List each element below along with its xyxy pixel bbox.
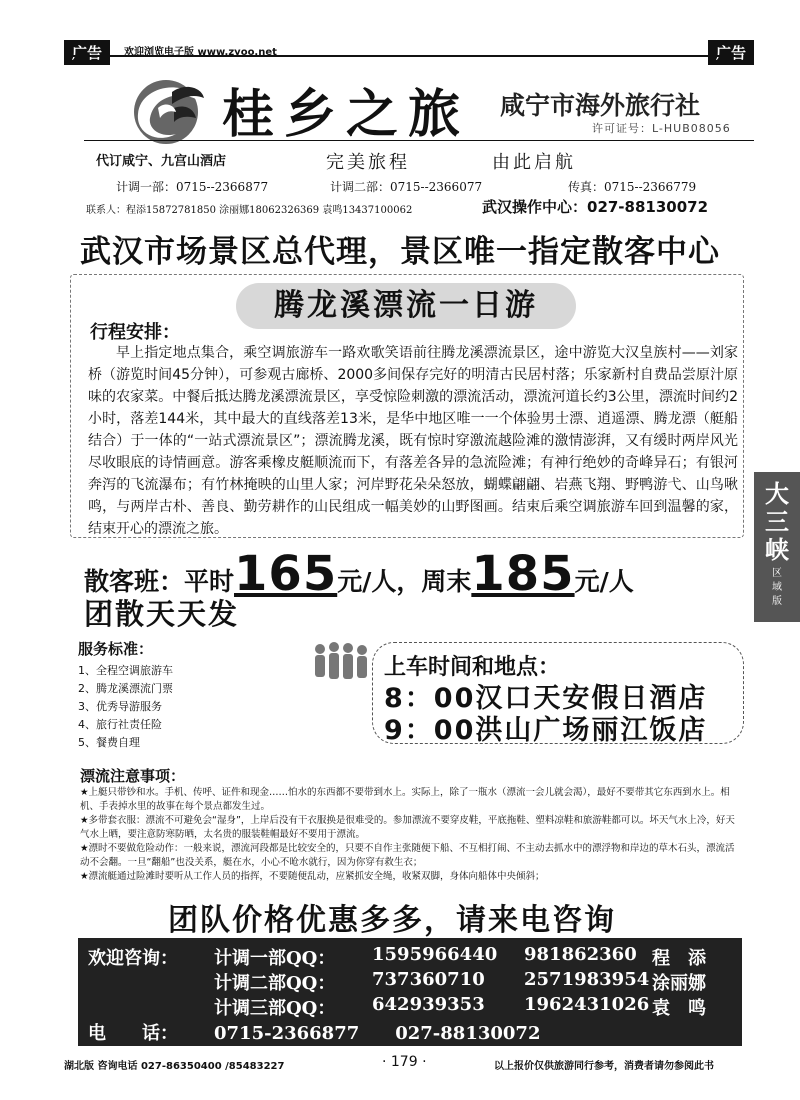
contact-name: 涂丽娜 <box>652 973 706 994</box>
swirl-leaf-logo-icon <box>128 74 212 146</box>
qq-number: 1595966440 <box>372 944 498 965</box>
page-number: · 179 · <box>382 1054 427 1070</box>
note-item: ★多带套衣服：漂流不可避免会“湿身”，上岸后没有干衣服换是很难受的。参加漂流不要穿皮鞋，平底拖鞋、塑料凉鞋和旅游鞋都可以。坏天气水上冷，好天气水上晒，要注意防寒防晒，太名贵的服装鞋帽最好不要用于漂流。 <box>80 815 735 840</box>
slogan-part-b: 由此启航 <box>492 152 576 173</box>
people-group-icon <box>312 640 374 686</box>
qq-number: 737360710 <box>372 969 485 990</box>
header-divider <box>84 140 754 141</box>
tour-name-pill: 腾龙溪漂流一日游 <box>236 283 576 329</box>
region-side-tab <box>754 472 800 622</box>
hotel-booking-text: 代订咸宁、九宫山酒店 <box>96 154 227 169</box>
service-item: 2、腾龙溪漂流门票 <box>78 682 173 695</box>
contact-name: 袁 鸣 <box>652 998 706 1019</box>
phone-label: 电 话： <box>88 1023 178 1044</box>
qq-dept: 计调二部QQ： <box>214 973 336 994</box>
note-item: ★漂流艇通过险滩时要听从工作人员的指挥，不要随便乱动，应紧抓安全绳，收紧双脚，身体向船体中央倾斜； <box>80 871 545 882</box>
service-item: 1、全程空调旅游车 <box>78 664 173 677</box>
qq-number: 642939353 <box>372 994 485 1015</box>
contact-name: 程 添 <box>652 948 706 969</box>
footer-left: 湖北版 咨询电话 027-86350400 /85483227 <box>64 1061 285 1072</box>
service-title: 服务标准： <box>78 640 154 658</box>
contact-persons: 联系人：程添15872781850 涂丽娜18062326369 袁鸣13437100062 <box>86 205 413 216</box>
ad-tag-left: 广告 <box>64 40 110 65</box>
consult-welcome: 欢迎咨询： <box>88 948 178 969</box>
weekend-price: 185 <box>471 546 575 602</box>
tel-dept-1: 计调一部：0715--2366877 <box>116 180 269 194</box>
weekday-price: 165 <box>234 546 338 602</box>
qq-dept: 计调一部QQ： <box>214 948 336 969</box>
daily-departure: 团散天天发 <box>84 597 240 631</box>
main-headline: 武汉市场景区总代理，景区唯一指定散客中心 <box>80 234 720 270</box>
qq-dept: 计调三部QQ： <box>214 998 336 1019</box>
agency-name: 咸宁市海外旅行社 <box>500 91 701 120</box>
price-unit-weekday: 元/人，周末 <box>337 567 472 596</box>
note-item: ★漂时不要做危险动作：一般来说，漂流河段都是比较安全的，只要不自作主张随便下船、不互相打闹、不主动去抓水中的漂浮物和岸边的草木石头，漂流活动不会翻。一旦“翻船”也没关系，艇在水，小心不呛水就行，因为你穿有救生衣； <box>80 843 735 868</box>
service-item: 4、旅行社责任险 <box>78 718 162 731</box>
service-item: 5、餐费自理 <box>78 736 140 749</box>
side-tab-subtitle: 区域版 <box>772 568 782 607</box>
welcome-text: 欢迎浏览电子版 www.zyoo.net <box>124 47 277 58</box>
pickup-line-2: 9：00洪山广场丽江饭店 <box>384 715 708 746</box>
price-label: 散客班：平时 <box>84 567 235 596</box>
note-item: ★上艇只带钞和水。手机、传呼、证件和现金……怕水的东西都不要带到水上。实际上，除了一瓶水（漂流一会儿就会渴），最好不要带其它东西到水上。相机、手表掉水里的故事在每个景点都发生过。 <box>80 787 730 812</box>
qq-number: 981862360 <box>524 944 637 965</box>
top-divider <box>64 55 736 57</box>
slogan-part-a: 完美旅程 <box>326 152 410 173</box>
ad-tag-right: 广告 <box>708 40 754 65</box>
qq-number: 2571983954 <box>524 969 650 990</box>
service-item: 3、优秀导游服务 <box>78 700 162 713</box>
itinerary-title: 行程安排： <box>90 322 180 343</box>
itinerary-body: 早上指定地点集合，乘空调旅游车一路欢歌笑语前往腾龙溪漂流景区，途中游览大汉皇族村——刘家桥（游览时间45分钟），可参观古廊桥、2000多间保存完好的明清古民居村落；乐家新村自费品尝原汁原味的农家菜。中餐后抵达腾龙溪漂流景区，享受惊险刺激的漂流活动，漂流河道长约3公里，漂流时间约2小时，落差144米，其中最大的直线落差13米，是华中地区唯一一个体验男士漂、逍遥漂、腾龙漂（艇船结合）于一体的“一站式漂流景区”；漂流腾龙溪，既有惊时穿激流越险滩的激情澎湃，又有缓时两岸风光尽收眼底的诗情画意。游客乘橡皮艇顺流而下，有落差各异的急流险滩；有神行绝妙的奇峰异石；有银河奔泻的飞流瀑布；有竹林掩映的山里人家；河岸野花朵朵怒放，蝴蝶翩翩、岩燕飞翔、野鸭游弋、山鸟啾鸣，与两岸古朴、善良、勤劳耕作的山民组成一幅美妙的山野图画。结束后乘空调旅游车回到温馨的家，结束开心的漂流之旅。 <box>88 345 738 537</box>
pickup-title: 上车时间和地点： <box>384 655 561 680</box>
pickup-line-1: 8：00汉口天安假日酒店 <box>384 683 708 714</box>
notes-list <box>80 786 740 884</box>
wuhan-center-phone: 武汉操作中心：027-88130072 <box>482 198 709 216</box>
brand-title: 桂乡之旅 <box>222 84 471 145</box>
qq-number: 1962431026 <box>524 994 650 1015</box>
notes-title: 漂流注意事项： <box>80 767 186 785</box>
price-unit-weekend: 元/人 <box>574 567 634 596</box>
footer-right: 以上报价仅供旅游同行参考，消费者请勿参阅此书 <box>494 1061 714 1072</box>
group-offer: 团队价格优惠多多，请来电咨询 <box>168 903 616 938</box>
license-number: 许可证号：L-HUB08056 <box>592 122 731 135</box>
consult-block <box>78 938 742 1046</box>
tel-dept-2: 计调二部：0715--2366077 <box>330 180 483 194</box>
fax-number: 传真：0715--2366779 <box>568 180 697 194</box>
phone-numbers: 0715-2366877 027-88130072 <box>214 1023 541 1044</box>
service-list <box>78 662 173 752</box>
side-tab-title: 大三峡 <box>765 480 789 564</box>
